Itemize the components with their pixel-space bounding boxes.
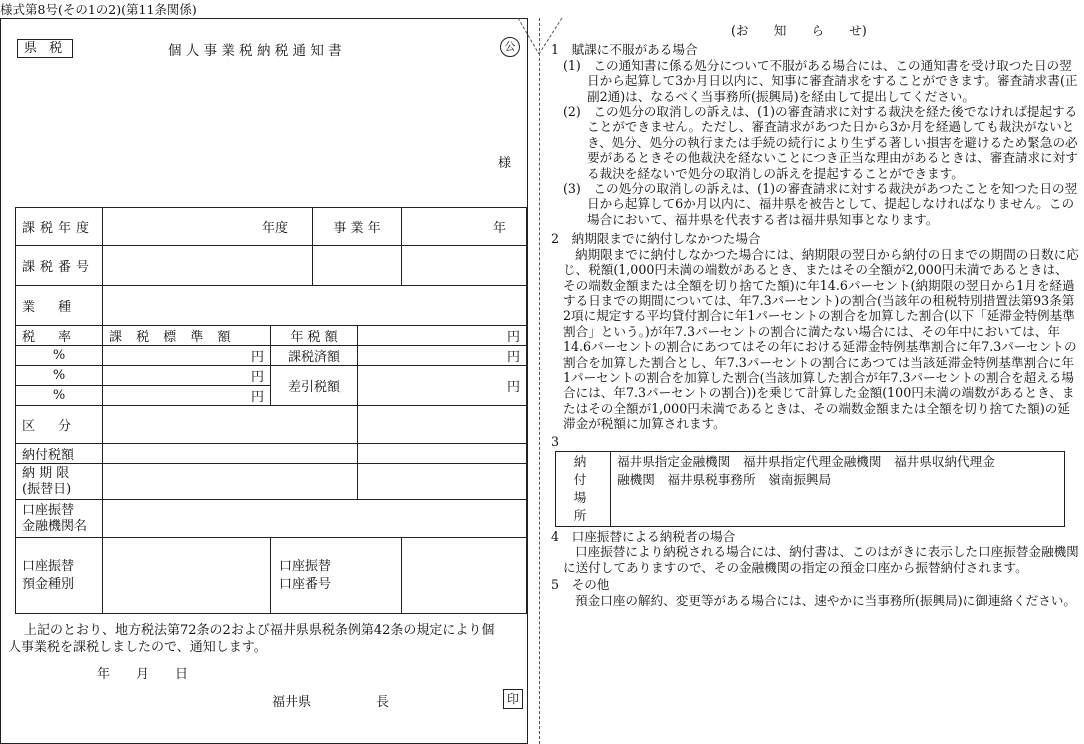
payment-place-label-line2: 場 所: [573, 489, 611, 523]
rate-pct-3: %: [16, 386, 103, 406]
tax-number-blank: [313, 246, 402, 286]
payment-place-list: [611, 452, 1064, 526]
tax-base-yen-3: 円: [103, 386, 271, 406]
transfer-date-label: (振替日): [22, 481, 72, 497]
account-number-label-line2: 口座番号: [279, 576, 332, 592]
business-year-unit: 年: [402, 208, 527, 246]
industry-label: 業 種: [16, 286, 103, 326]
paid-tax-yen: 円: [358, 346, 527, 366]
business-year-label: 事 業 年: [313, 208, 402, 246]
notice-heading: (お 知 ら せ): [731, 23, 867, 38]
tax-number-extra: [402, 246, 527, 286]
tax-info-table: [15, 207, 527, 614]
payment-place-label: [556, 452, 611, 526]
payment-place-box: [555, 451, 1065, 527]
statement-line-2: 人事業税を課税しましたので、通知します。: [8, 640, 267, 655]
account-number-label-line1: 口座振替: [279, 558, 332, 574]
issuer-name: 福井県 長: [272, 695, 390, 710]
deposit-type-label-cell: [16, 538, 103, 614]
deposit-type-label-line2: 預金種別: [22, 576, 75, 592]
payment-amount-label: 納付税額: [16, 444, 103, 464]
tax-number-value: [103, 246, 313, 286]
deposit-type-value: [103, 538, 271, 614]
industry-value: [103, 286, 527, 326]
tax-base-yen-1: 円: [103, 346, 271, 366]
notice-date: 年 月 日: [97, 667, 189, 682]
fold-line: [539, 18, 540, 744]
section-1-item-2: (2) この処分の取消しの訴えは、(1)の審査請求に対する裁決を経た後でなければ提起することができません。ただし、審査請求があつた日から3か月を経過しても裁決がないとき、処分、処分の執行または手続の続行により生ずる著しい損害を避けるため緊急の必要があるときその他裁決を経ないことにつき正当な理由があるときは、審査請求に対する裁決を経ないで処分の取消しの訴えを提起することができます。: [563, 104, 1078, 181]
account-number-label-cell: [271, 538, 402, 614]
annual-tax-label: 年 税 額: [271, 326, 358, 346]
deadline-value: [103, 464, 358, 500]
section-5-heading: 5 その他: [551, 577, 610, 593]
payment-amount-extra: [358, 444, 527, 464]
notice-panel: [551, 23, 1079, 608]
tax-base-yen-2: 円: [103, 366, 271, 386]
payment-place-label-line1: 納 付: [573, 453, 611, 487]
section-1-heading: 1 賦課に不服がある場合: [551, 42, 698, 58]
rate-pct-1: %: [16, 346, 103, 366]
category-label: 区 分: [16, 406, 103, 444]
bank-label-line2: 金融機関名: [22, 518, 88, 534]
section-2-heading: 2 納期限までに納付しなかつた場合: [551, 231, 761, 247]
bank-label-line1: 口座振替: [22, 502, 75, 518]
section-1-item-3: (3) この処分の取消しの訴えは、(1)の審査請求に対する裁決があつたことを知つた日の翌日から起算して6か月以内に、福井県を被告として、提起しなければなりません。この場合において、福井県を代表する者は福井県知事となります。: [563, 181, 1078, 227]
tax-type-label: 県 税: [17, 39, 73, 58]
section-5-body: 預金口座の解約、変更等がある場合には、速やかに当事務所(振興局)に御連絡ください。: [575, 592, 1076, 608]
tax-number-label: 課税番号: [16, 246, 103, 286]
seal-icon: 印: [503, 689, 523, 709]
payment-place-line2: 融機関 福井県税事務所 嶺南振興局: [617, 471, 832, 487]
tax-base-label: 課 税 標 準 額: [103, 326, 271, 346]
year-label: 課税年度: [16, 208, 103, 246]
account-number-value: [402, 538, 527, 614]
rate-pct-2: %: [16, 366, 103, 386]
payment-place-line1: 福井県指定金融機関 福井県指定代理金融機関 福井県収納代理金: [617, 453, 995, 469]
net-tax-yen: 円: [358, 366, 527, 406]
paid-tax-label: 課税済額: [271, 346, 358, 366]
category-value: [103, 406, 358, 444]
section-4-heading: 4 口座振替による納税者の場合: [551, 528, 736, 544]
annual-tax-yen: 円: [358, 326, 527, 346]
addressee-suffix: 様: [498, 156, 512, 171]
deadline-label-cell: [16, 464, 103, 500]
payment-amount-value: [103, 444, 358, 464]
document-title: 個 人 事 業 税 納 税 通 知 書: [168, 43, 342, 59]
rate-label: 税 率: [16, 326, 103, 346]
section-2-body: 納期限までに納付しなかつた場合には、納期限の翌日から納付の日までの期間の日数に応じ、税額(1,000円未満の端数があるとき、またはその全額が2,000円未満であるときは、その端数金額または全額を切り捨てた額)に年14.6パーセント(納期限の翌日から1月を経過する日までの期間については、年7.3パーセント)の割合(当該年の租税特別措置法第93条第2項に規定する平均貸付割合に年1パーセントの割合を加算した割合(以下「延滞金特例基準割合」という。)が年7.3パーセントの割合に満たない場合には、その年中においては、年14.6パーセントの割合にあつてはその年における延滞金特例基準割合に年7.3パーセントの割合を加算した割合とし、年7.3パーセントの割合にあつては当該延滞金特例基準割合に年1パーセントの割合を加算した割合(当該加算した割合が年7.3パーセントの割合を超える場合には、年7.3パーセントの割合))を乗じて計算した金額(100円未満の端数があるとき、またはその全額が1,000円未満であるときは、その端数金額または全額を切り捨てた額)の延滞金が税額に加算されます。: [563, 246, 1079, 432]
year-unit: 年度: [103, 208, 313, 246]
net-tax-label: 差引税額: [271, 366, 358, 406]
section-1-item-1: (1) この通知書に係る処分について不服がある場合には、この通知書を受け取つた日の翌日から起算して3か月日以内に、知事に審査請求をすることができます。審査請求書(正副2通)は、なるべく当事務所(振興局)を経由して提出してください。: [563, 57, 1078, 104]
deadline-extra: [358, 464, 527, 500]
deadline-label: 納 期 限: [22, 465, 70, 481]
public-mark-icon: 公: [500, 37, 520, 57]
form-number: 様式第8号(その1の2)(第11条関係): [0, 2, 197, 17]
bank-value: [103, 500, 527, 538]
section-4-body: 口座振替により納税される場合には、納付書は、このはがきに表示した口座振替金融機関に送付してありますので、その金融機関の指定の預金口座から振替納付されます。: [563, 544, 1079, 575]
deposit-type-label-line1: 口座振替: [22, 558, 75, 574]
bank-label-cell: [16, 500, 103, 538]
category-extra: [358, 406, 527, 444]
section-3-heading: 3: [551, 433, 560, 449]
statement-line-1: 上記のとおり、地方税法第72条の2および福井県県税条例第42条の規定により個: [24, 623, 495, 638]
